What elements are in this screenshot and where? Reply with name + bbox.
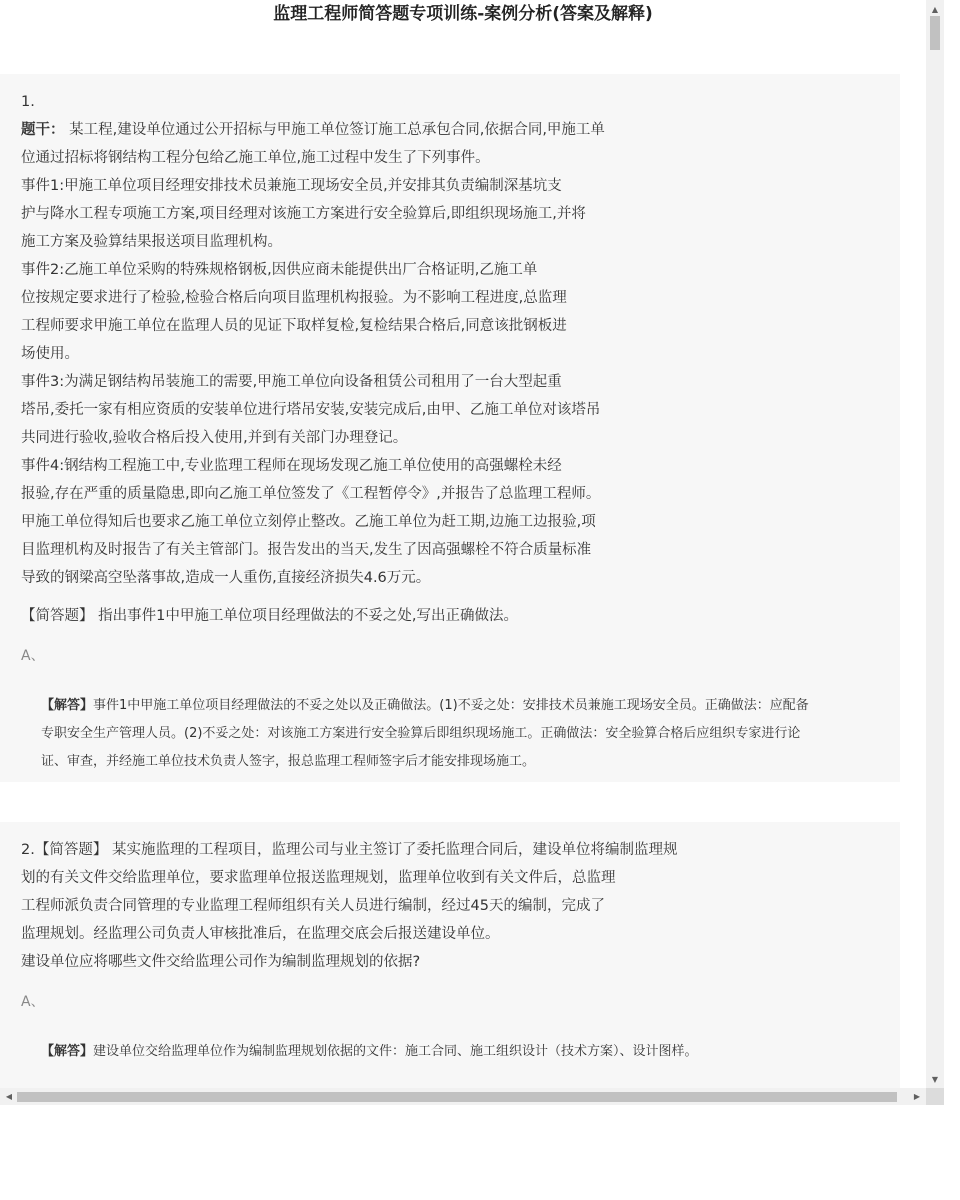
answer-line [41, 692, 900, 720]
question-type-badge: 【简答题】 [21, 608, 94, 624]
stem-line [21, 836, 900, 864]
scroll-up-icon[interactable]: ▲ [931, 4, 939, 14]
answer-text: 建设单位交给监理单位作为编制监理规划依据的文件：施工合同、施工组织设计（技术方案）、设计图样。 [93, 1044, 698, 1059]
horizontal-scrollbar[interactable] [0, 1088, 926, 1105]
stem-line: 建设单位应将哪些文件交给监理公司作为编制监理规划的依据? [21, 954, 421, 970]
stem-line: 工程师要求甲施工单位在监理人员的见证下取样复检,复检结果合格后,同意该批钢板进 [21, 318, 567, 334]
scroll-down-icon[interactable]: ▼ [931, 1074, 939, 1084]
answer-block-2 [21, 1038, 900, 1066]
page-title: 监理工程师简答题专项训练-案例分析(答案及解释) [273, 4, 653, 24]
stem-text: 某实施监理的工程项目，监理公司与业主签订了委托监理合同后，建设单位将编制监理规 [111, 842, 678, 858]
stem-line: 位按规定要求进行了检验,检验合格后向项目监理机构报验。为不影响工程进度,总监理 [21, 290, 567, 306]
stem-line: 场使用。 [21, 346, 79, 362]
stem-text: 某工程,建设单位通过公开招标与甲施工单位签订施工总承包合同,依据合同,甲施工单 [69, 122, 605, 138]
option-a[interactable]: A、 [21, 648, 45, 664]
stem-line: 事件2:乙施工单位采购的特殊规格钢板,因供应商未能提供出厂合格证明,乙施工单 [21, 262, 538, 278]
question-1-stem [21, 74, 900, 630]
option-a[interactable]: A、 [21, 994, 45, 1010]
sub-question [21, 602, 900, 630]
answer-text: 事件1中甲施工单位项目经理做法的不妥之处以及正确做法。(1)不妥之处：安排技术员兼施工现场安全员。正确做法：应配备 [93, 698, 809, 713]
question-number: 2. [21, 842, 35, 858]
answer-tag: 【解答】 [41, 1044, 94, 1059]
answer-line: 专职安全生产管理人员。(2)不妥之处：对该施工方案进行安全验算后即组织现场施工。正确做法：安全验算合格后应组织专家进行论 [41, 726, 801, 741]
stem-line: 事件3:为满足钢结构吊装施工的需要,甲施工单位向设备租赁公司租用了一台大型起重 [21, 374, 562, 390]
scrollbar-corner [926, 1088, 944, 1105]
answer-tag: 【解答】 [41, 698, 94, 713]
horizontal-scroll-thumb[interactable] [17, 1092, 897, 1102]
stem-line: 塔吊,委托一家有相应资质的安装单位进行塔吊安装,安装完成后,由甲、乙施工单位对该塔吊 [21, 402, 601, 418]
stem-line [21, 116, 900, 144]
stem-line: 导致的钢梁高空坠落事故,造成一人重伤,直接经济损失4.6万元。 [21, 570, 431, 586]
stem-line: 护与降水工程专项施工方案,项目经理对该施工方案进行安全验算后,即组织现场施工,并将 [21, 206, 586, 222]
vertical-scroll-thumb[interactable] [930, 16, 940, 50]
answer-block-1 [21, 692, 900, 776]
question-card-2 [0, 822, 900, 1088]
stem-label: 题干： [21, 122, 65, 138]
stem-line: 施工方案及验算结果报送项目监理机构。 [21, 234, 282, 250]
stem-line: 甲施工单位得知后也要求乙施工单位立刻停止整改。乙施工单位为赶工期,边施工边报验,项 [21, 514, 596, 530]
stem-line: 事件4:钢结构工程施工中,专业监理工程师在现场发现乙施工单位使用的高强螺栓未经 [21, 458, 562, 474]
sub-question-text: 指出事件1中甲施工单位项目经理做法的不妥之处,写出正确做法。 [98, 608, 518, 624]
stem-line: 共同进行验收,验收合格后投入使用,并到有关部门办理登记。 [21, 430, 408, 446]
question-type-badge: 【简答题】 [34, 842, 108, 858]
stem-line: 监理规划。经监理公司负责人审核批准后，在监理交底会后报送建设单位。 [21, 926, 500, 942]
question-number: 1. [21, 94, 35, 110]
stem-line: 目监理机构及时报告了有关主管部门。报告发出的当天,发生了因高强螺栓不符合质量标准 [21, 542, 592, 558]
stem-line: 位通过招标将钢结构工程分包给乙施工单位,施工过程中发生了下列事件。 [21, 150, 490, 166]
stem-line: 事件1:甲施工单位项目经理安排技术员兼施工现场安全员,并安排其负责编制深基坑支 [21, 178, 562, 194]
stem-line: 划的有关文件交给监理单位，要求监理单位报送监理规划，监理单位收到有关文件后，总监理 [21, 870, 616, 886]
question-card-1 [0, 74, 900, 782]
stem-line: 工程师派负责合同管理的专业监理工程师组织有关人员进行编制，经过45天的编制，完成了 [21, 898, 605, 914]
question-2-stem [21, 822, 900, 976]
scroll-left-icon[interactable]: ◀ [5, 1092, 13, 1101]
vertical-scrollbar[interactable] [926, 0, 944, 1088]
stem-line: 报验,存在严重的质量隐患,即向乙施工单位签发了《工程暂停令》,并报告了总监理工程师。 [21, 486, 601, 502]
scroll-right-icon[interactable]: ▶ [913, 1092, 921, 1101]
answer-line: 证、审查，并经施工单位技术负责人签字，报总监理工程师签字后才能安排现场施工。 [41, 754, 536, 769]
answer-line [41, 1038, 900, 1066]
